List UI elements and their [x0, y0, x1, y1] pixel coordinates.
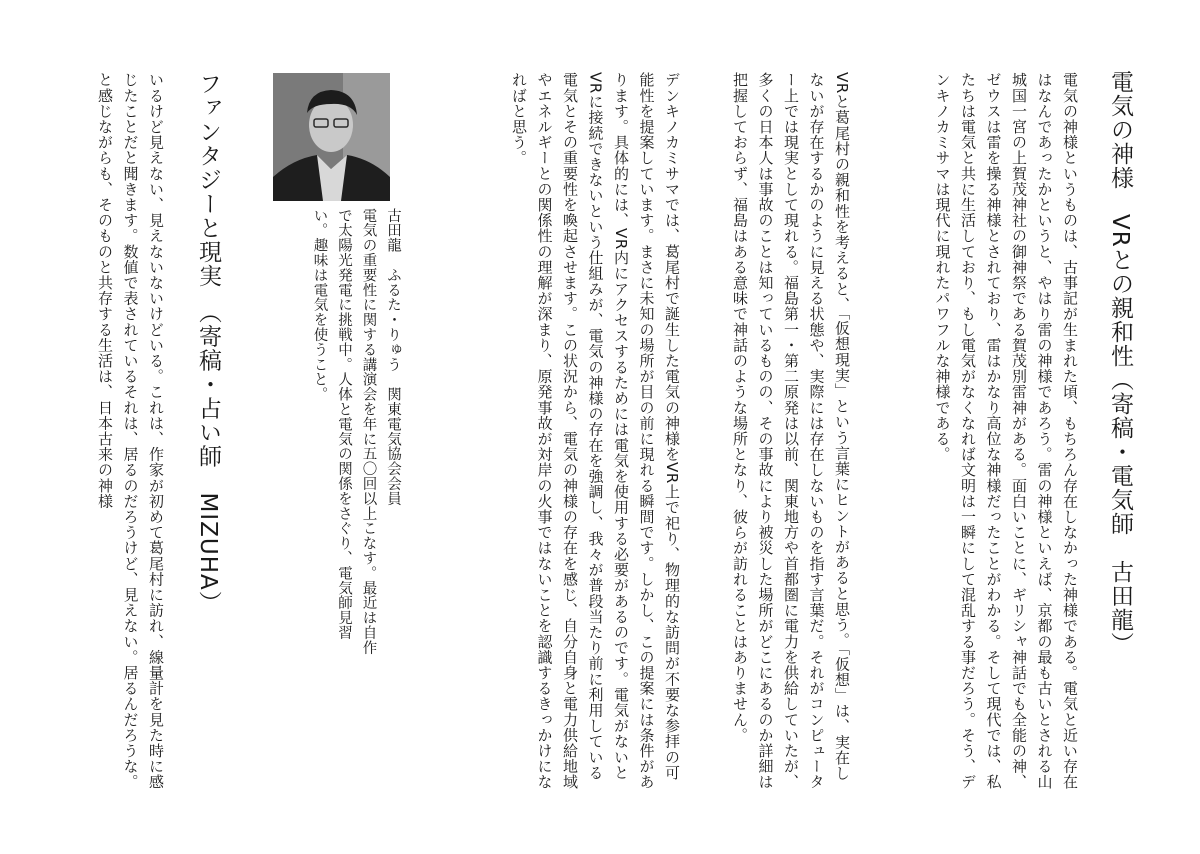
article1-paragraph-3: デンキノカミサマでは、葛尾村で誕生した電気の神様をVR上で祀り、物理的な訪問が不要な参拝の可能性を提案しています。まさに未知の場所が目の前に現れる瞬間です。しかし、この提案には条件があります。具体的には、VR内にアクセスするためには電気を使用する必要があるのです。電気がないとVRに接続できないという仕組みが、電気の神様の存在を強調し、我々が普段当たり前に利用している電気とその重要性を喚起させます。この状況から、電気の神様の存在を感じ、自分自身と電力供給地域やエネルギーとの関係性の理解が深まり、原発事故が対岸の火事ではないことを認識するきっかけになればと思う。: [510, 72, 681, 790]
author-bio: [305, 208, 405, 658]
article1-paragraph-1: 電気の神様というものは、古事記が生まれた頃、もちろん存在しなかった神様である。電気と近い存在はなんであったかというと、やはり雷の神様であろう。雷の神様といえば、京都の最も古いとされる山城国一宮の上賀茂神社の御神祭である賀茂別雷神がある。面白いことに、ギリシャ神話でも全能の神、ゼウスは雷を操る神様とされており、雷はかなり高位な神様だったことがわかる。そして現代では、私たちは電気と共に生活しており、もし電気がなくなれば文明は一瞬にして混乱する事だろう。そう、デンキノカミサマは現代に現れたパワフルな神様である。: [933, 72, 1079, 790]
article2-paragraph-1: いるけど見えない、見えないないけどいる。これは、作家が初めて葛尾村に訪れ、線量計を見た時に感じたことだと聞きます。数値で表されているそれは、居るのだろうけど、見えない。居るんだろうな。と感じながらも、そのものと共存する生活は、日本古来の神様: [96, 72, 165, 790]
article1-paragraph-2: VRと葛尾村の親和性を考えると、「仮想現実」という言葉にヒントがあると思う。「仮想」は、実在しないが存在するかのように見える状態や、実際には存在しないものを指す言葉だ。それがコンピューター上では現実として現れる。福島第一・第二原発は以前、関東地方や首都圏に電力を供給していたが、多くの日本人は事故のことは知っているものの、その事故により被災した場所がどこにあるのか詳細は把握しておらず、福島はある意味で神話のような場所となり、彼らが訪れることはありません。: [731, 72, 851, 790]
author-bio-description: 電気の重要性に関する講演会を年に五〇回以上こなす。最近は自作で太陽光発電に挑戦中。人体と電気の関係をさぐり、電気師見習い。趣味は電気を使うこと。: [311, 208, 377, 655]
article2-title: ファンタジーと現実 （寄稿・占い師 MIZUHA）: [195, 72, 221, 615]
author-photo: [273, 73, 390, 201]
article1-title: 電気の神様 VRとの親和性（寄稿・電気師 古田龍）: [1107, 70, 1133, 656]
author-portrait-icon: [273, 73, 390, 201]
author-bio-name: 古田龍 ふるた・りゅう 関東電気協会会員: [385, 208, 401, 506]
